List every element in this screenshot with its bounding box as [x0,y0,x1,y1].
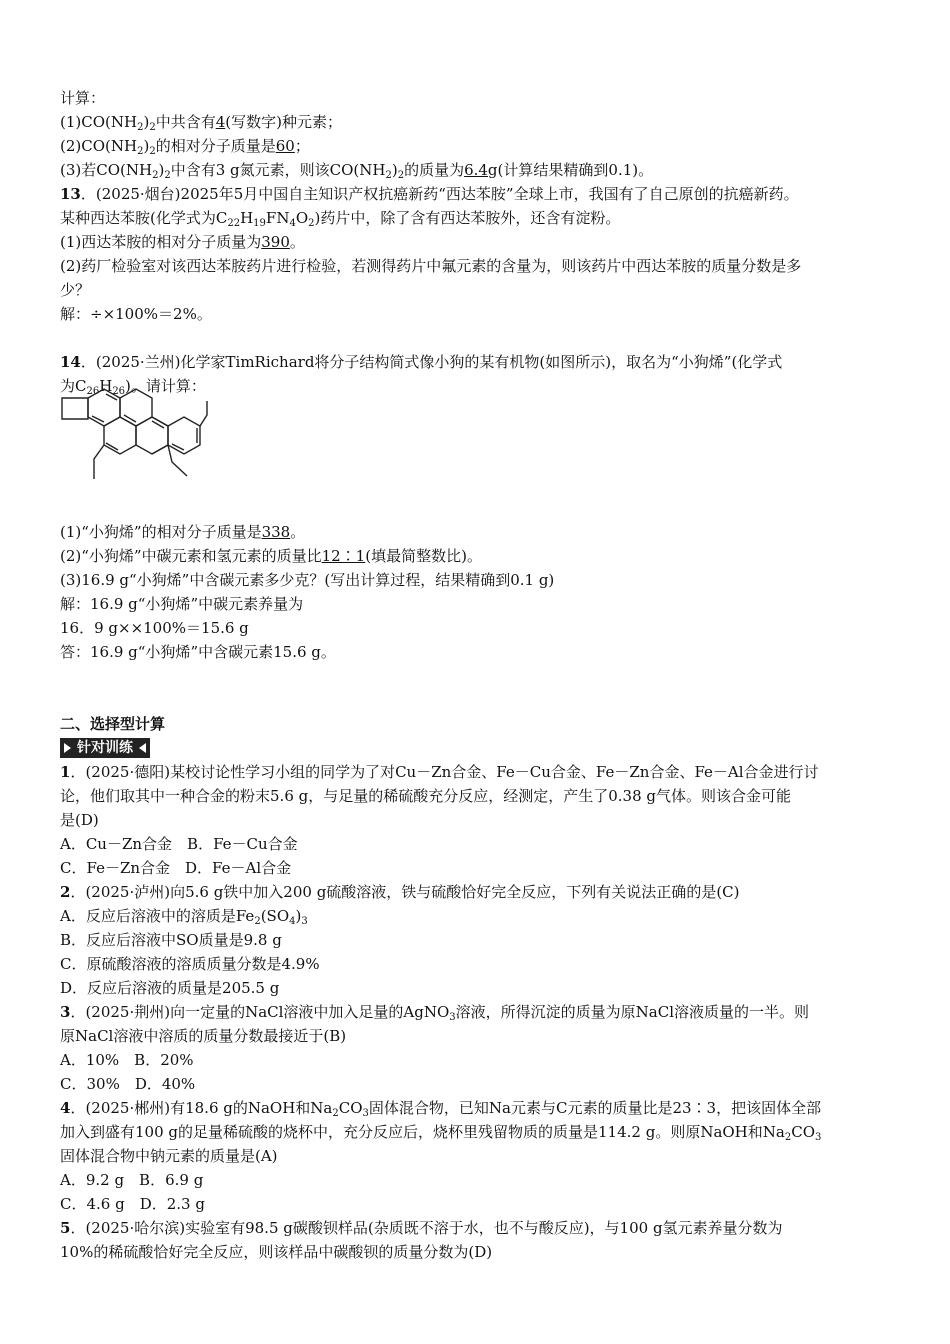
text: 。 [290,523,306,541]
text: (1)西达苯胺的相对分子质量为 [60,233,262,251]
text: (计算结果精确到0.1)。 [497,161,654,179]
benzene-ring-e [168,417,200,454]
question-number: 5 [60,1219,71,1237]
spacer [60,688,900,712]
q13-part2-line1: (2)药厂检验室对该西达苯胺药片进行检验，若测得药片中氟元素的含量为，则该药片中西达苯胺的质量分数是多 [60,257,802,275]
text: 。 [289,233,305,251]
text: )药片中，除了含有西达苯胺外，还含有淀粉。 [314,209,621,227]
subscript: 2 [137,122,144,133]
text: ．(2025·荆州)向一定量的NaCl溶液中加入足量的AgNO [70,1003,450,1021]
text: ．(2025·哈尔滨)实验室有98.5 g碳酸钡样品(杂质既不溶于水，也不与酸反应)，与100 g氢元素养量分数为 [70,1219,783,1237]
c3-line2: 原NaCl溶液中溶质的质量分数最接近于(B) [60,1027,347,1045]
text: CO [791,1123,815,1141]
subscript: 2 [137,146,144,157]
c1-line3: 是(D) [60,811,99,829]
answer: 338 [261,523,291,541]
subscript: 26 [112,386,126,397]
question-number: 14 [60,353,81,371]
question-number: 3 [60,1003,71,1021]
ethyl-top-right [200,401,207,426]
section-title: 二、选择型计算 [60,715,166,733]
text: (SO [260,907,290,925]
answer: 4 [215,113,226,131]
c4-line1 [60,1096,900,1120]
c5-line2: 10%的稀硫酸恰好完全反应，则该样品中碳酸钡的质量分数为(D) [60,1243,493,1261]
subscript: 2 [385,170,392,181]
c2-option-d: D．反应后溶液的质量是205.5 g [60,979,280,997]
document-page [60,86,900,1264]
c2-option-c: C．原硫酸溶液的溶质质量分数是4.9% [60,955,320,973]
arrow-left-icon [139,743,146,753]
c1-line1 [60,760,900,784]
text: ) [391,161,398,179]
text: ．(2025·郴州)有18.6 g的NaOH和Na [70,1099,333,1117]
subscript: 19 [253,218,266,229]
text: O [295,209,309,227]
c2-option-b: B．反应后溶液中SO质量是9.8 g [60,931,282,949]
q14-part1 [60,520,900,544]
q14-solution-2: 16．9 g××100%＝15.6 g [60,619,249,637]
subscript: 3 [815,1132,822,1143]
c4-line2 [60,1120,900,1144]
text: (2)“小狗烯”中碳元素和氢元素的质量比 [60,547,322,565]
text: 中共含有 [155,113,216,131]
c3-options-2: C．30% D．40% [60,1075,196,1093]
subscript: 2 [784,1132,792,1143]
q12-part3 [60,158,900,182]
text: CO [338,1099,363,1117]
c4-line3: 固体混合物中钠元素的质量是(A) [60,1147,278,1165]
text: 固体混合物，已知Na元素与C元素的质量比是23∶3，把该固体全部 [368,1099,822,1117]
c3-line1 [60,1000,900,1024]
question-number: 2 [60,883,71,901]
subscript: 3 [301,916,308,927]
subscript: 2 [152,170,159,181]
text: ) [143,137,150,155]
subscript: 26 [86,386,100,397]
practice-tag-row [60,736,900,760]
text: (1)“小狗烯”的相对分子质量是 [60,523,262,541]
text: (3)若CO(NH [60,161,153,179]
practice-tag [60,738,150,758]
subscript: 2 [332,1108,339,1119]
text: (2)CO(NH [60,137,138,155]
subscript: 22 [227,218,241,229]
subscript: 4 [289,916,296,927]
answer: 390 [261,233,290,251]
benzene-ring-c [104,417,136,454]
answer: 6.4g [464,161,498,179]
answer: 12∶1 [321,547,366,565]
text: ； [294,137,310,155]
text: ．(2025·泸州)向5.6 g铁中加入200 g硫酸溶液，铁与硫酸恰好完全反应，下列有关说法正确的是(C) [70,883,740,901]
calc-intro: 计算： [60,89,106,107]
c1-line2: 论，他们取其中一种合金的粉末5.6 g，与足量的稀硫酸充分反应，经测定，产生了0.38 g气体。则该合金可能 [60,787,791,805]
ethyl-bottom-left [94,445,104,479]
text: 的质量为 [404,161,465,179]
text: 的相对分子质量是 [155,137,276,155]
text: ) [158,161,165,179]
question-number: 4 [60,1099,71,1117]
practice-tag-label: 针对训练 [77,740,133,756]
q14-part2 [60,544,900,568]
question-number: 13 [60,185,81,203]
spacer [60,326,900,350]
text: H [99,377,113,395]
answer: 60 [275,137,295,155]
q12-part2 [60,134,900,158]
text: H [240,209,254,227]
arrow-right-icon [64,743,71,753]
text: )。请计算： [125,377,206,395]
text: (写数字)种元素； [225,113,342,131]
q13-line1 [60,182,900,206]
c2-line1 [60,880,900,904]
q13-solution: 解：÷×100%＝2%。 [60,305,212,323]
c4-options-2: C．4.6 g D．2.3 g [60,1195,205,1213]
text: ．(2025·兰州)化学家TimRichard将分子结构简式像小狗的某有机物(如图所示)，取名为“小狗烯”(化学式 [80,353,783,371]
subscript: 2 [308,218,315,229]
text: ．(2025·烟台)2025年5月中国自主知识产权抗癌新药“西达苯胺”全球上市，我国有了自己原创的抗癌新药。 [80,185,799,203]
spacer [60,664,900,688]
c1-options-1: A．Cu－Zn合金 B．Fe－Cu合金 [60,835,298,853]
subscript: 2 [149,146,156,157]
text: ) [143,113,150,131]
text: 为C [60,377,87,395]
subscript: 4 [289,218,296,229]
text: ．(2025·德阳)某校讨论性学习小组的同学为了对Cu－Zn合金、Fe－Cu合金、Fe－Zn合金、Fe－Al合金进行讨 [70,763,819,781]
q13-part2-line2: 少？ [60,281,91,299]
c2-option-a [60,904,900,928]
subscript: 2 [149,122,156,133]
subscript: 2 [164,170,171,181]
c4-options-1: A．9.2 g B．6.9 g [60,1171,204,1189]
q13-line2 [60,206,900,230]
q12-part1 [60,110,900,134]
molecule-structure-figure [60,388,220,500]
text: FN [265,209,290,227]
q14-line1 [60,350,900,374]
cyclobutene-ring [62,398,88,419]
question-number: 1 [60,763,71,781]
c3-options-1: A．10% B．20% [60,1051,194,1069]
text: 溶液，所得沉淀的质量为原NaCl溶液质量的一半。则 [455,1003,810,1021]
text: 某种西达苯胺(化学式为C [60,209,228,227]
subscript: 2 [254,916,261,927]
c1-options-2: C．Fe－Zn合金 D．Fe－Al合金 [60,859,292,877]
subscript: 3 [449,1012,456,1023]
text: (填最简整数比)。 [365,547,482,565]
text: 加入到盛有100 g的足量稀硫酸的烧杯中，充分反应后，烧杯里残留物质的质量是114.2 g。则原NaOH和Na [60,1123,785,1141]
text: A．反应后溶液中的溶质是Fe [60,907,255,925]
q14-part3: (3)16.9 g“小狗烯”中含碳元素多少克？(写出计算过程，结果精确到0.1 g) [60,571,555,589]
subscript: 3 [362,1108,369,1119]
q13-part1 [60,230,900,254]
text: 中含有3 g氮元素，则该CO(NH [170,161,386,179]
c5-line1 [60,1216,900,1240]
subscript: 2 [397,170,405,181]
q14-solution-1: 解：16.9 g“小狗烯”中碳元素养量为 [60,595,304,613]
q14-answer: 答：16.9 g“小狗烯”中含碳元素15.6 g。 [60,643,336,661]
text: (1)CO(NH [60,113,138,131]
text: ) [295,907,302,925]
